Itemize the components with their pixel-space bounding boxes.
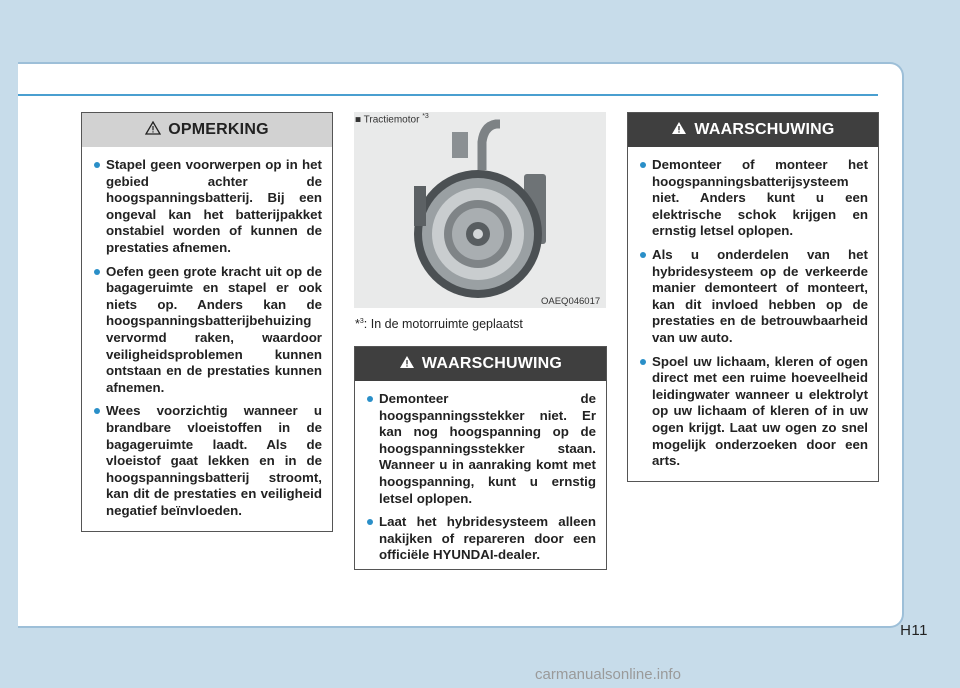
warning-title: WAARSCHUWING bbox=[694, 121, 835, 138]
figure-caption bbox=[355, 113, 429, 125]
traction-motor-figure bbox=[354, 112, 606, 308]
notice-header bbox=[82, 113, 332, 147]
notice-title: OPMERKING bbox=[168, 121, 269, 138]
figure-code: OAEQ046017 bbox=[541, 296, 601, 307]
figure-footnote bbox=[355, 317, 523, 331]
footnote-sup: 3 bbox=[359, 317, 364, 325]
warning-header bbox=[628, 113, 878, 147]
warning-box-middle bbox=[354, 346, 607, 570]
list-item: Als u onderdelen van het hybridesysteem op de verkeerde manier demonteert of monteert, kan dit invloed hebben op de prestaties en de betrouwbaarheid van uw auto. bbox=[638, 247, 868, 347]
watermark: carmanualsonline.info bbox=[535, 666, 681, 683]
list-item: Wees voorzichtig wanneer u brandbare vloeistoffen in de bagageruimte laadt. Als de vloeistof gaat lekken en in de hoogspanningsbatterij stroomt, kan dit de prestaties en veiligheid negatief beïnvloeden. bbox=[92, 403, 322, 519]
warning-filled-icon bbox=[671, 121, 687, 140]
caption-text: Tractiemotor bbox=[363, 114, 420, 126]
footnote-marker: * bbox=[355, 317, 360, 331]
warning-list bbox=[638, 157, 868, 470]
notice-list bbox=[92, 157, 322, 519]
list-item: Demonteer de hoogspanningsstekker niet. Er kan nog hoogspanning op de hoogspanningsstekker staan. Wanneer u in aanraking komt met hoogspanning, kunt u ernstig letsel oplopen. bbox=[365, 391, 596, 507]
list-item: Laat het hybridesysteem alleen nakijken of repareren door een officiële HYUNDAI-dealer. bbox=[365, 514, 596, 564]
traction-motor-illustration bbox=[354, 112, 606, 308]
warning-title: WAARSCHUWING bbox=[421, 355, 563, 372]
list-item: Stapel geen voorwerpen op in het gebied achter de hoogspanningsbatterij. Bij een ongeval kan het batterijpakket onstabiel worden of kunnen de prestaties afnemen. bbox=[92, 157, 322, 257]
warning-list bbox=[365, 391, 596, 564]
caption-sup: *3 bbox=[422, 113, 429, 120]
warning-box-right bbox=[627, 112, 879, 482]
list-item: Spoel uw lichaam, kleren of ogen direct met een ruime hoeveelheid leidingwater wanneer u elektrolyt op uw lichaam of kleren of in uw ogen krijgt. Laat uw ogen zo snel mogelijk onderzoeken door een arts. bbox=[638, 354, 868, 470]
footnote-text: : In de motorruimte geplaatst bbox=[363, 317, 523, 331]
warning-outline-icon bbox=[145, 121, 161, 140]
notice-box bbox=[81, 112, 333, 532]
warning-filled-icon bbox=[399, 355, 415, 374]
warning-header bbox=[355, 347, 606, 381]
page-number: H11 bbox=[900, 622, 928, 639]
caption-marker: ■ bbox=[355, 114, 362, 126]
list-item: Demonteer of monteer het hoogspanningsbatterijsysteem niet. Anders kunt u een elektrische schok krijgen en ernstig letsel oplopen. bbox=[638, 157, 868, 240]
list-item: Oefen geen grote kracht uit op de bagageruimte en stapel er ook niets op. Anders kan de hoogspanningsbatterijbehuizing vervormd raken, waardoor veiligheidsproblemen kunnen ontstaan en de prestaties kunnen afnemen. bbox=[92, 264, 322, 397]
header-rule bbox=[18, 94, 878, 96]
